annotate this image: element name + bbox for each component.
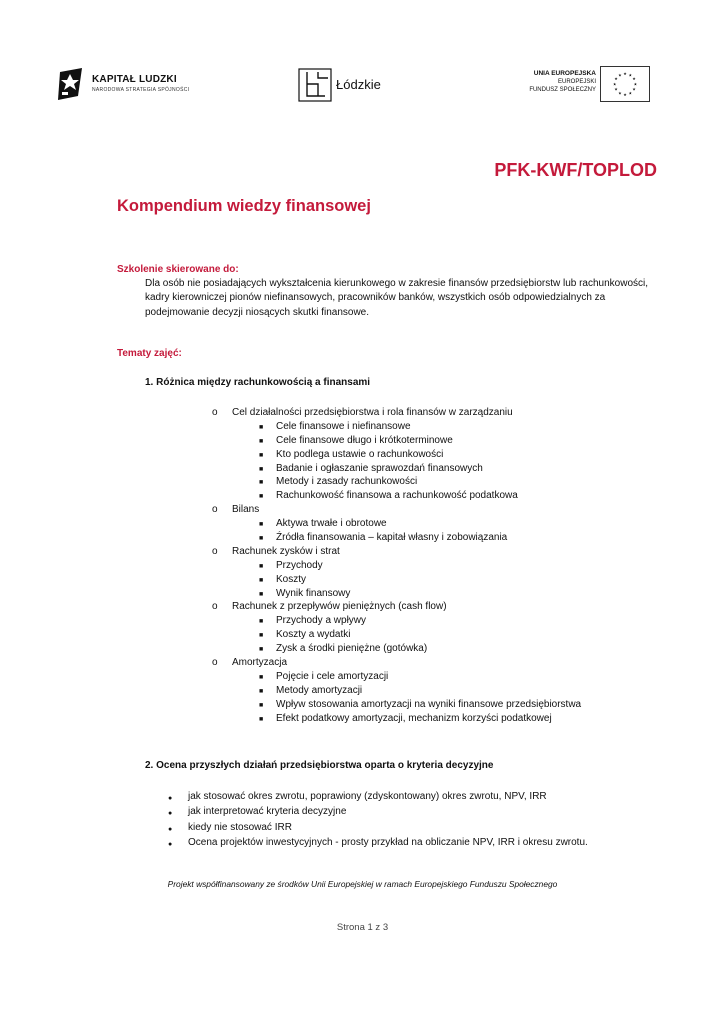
square-bullet-icon: ■ (259, 687, 264, 695)
subtopic-item (212, 642, 672, 656)
document-code: PFK-KWF/TOPLOD (494, 160, 657, 180)
square-bullet-icon: ■ (259, 632, 264, 640)
subtopic-item (212, 684, 672, 698)
subtopic-item (212, 531, 672, 545)
item-text: Ocena projektów inwestycyjnych - prosty przykład na obliczanie NPV, IRR i okresu zwrotu. (188, 836, 588, 848)
dot-bullet-icon: ● (168, 840, 173, 848)
topic-item (212, 600, 672, 614)
svg-text:★: ★ (618, 73, 622, 78)
audience-line: kadry kierowniczej pionów niefinansowych, pracowników banków, wszystkich osób odpowiedzialnych za (145, 292, 606, 304)
subtopic-item (212, 712, 672, 726)
subtopic-item (212, 670, 672, 684)
svg-text:★: ★ (618, 91, 622, 96)
topics-heading: Tematy zajęć: (117, 348, 182, 359)
item-text: Zysk a środki pieniężne (gotówka) (276, 643, 428, 655)
item-text: Efekt podatkowy amortyzacji, mechanizm korzyści podatkowej (276, 712, 552, 724)
item-text: kiedy nie stosować IRR (188, 821, 292, 833)
subtopic-item (212, 462, 672, 476)
lodzkie-name: Łódzkie (336, 77, 381, 92)
item-text: Źródła finansowania – kapitał własny i zobowiązania (276, 532, 508, 544)
topic-item (212, 656, 672, 670)
svg-text:★: ★ (614, 77, 618, 82)
item-text: Aktywa trwałe i obrotowe (276, 518, 387, 530)
item-text: Metody i zasady rachunkowości (276, 476, 418, 488)
eu-line-3: FUNDUSZ SPOŁECZNY (529, 87, 596, 93)
svg-text:★: ★ (628, 73, 632, 78)
svg-text:★: ★ (628, 91, 632, 96)
square-bullet-icon: ■ (259, 423, 264, 431)
item-text: Metody amortyzacji (276, 684, 363, 696)
subtopic-item (212, 517, 672, 531)
item-text: Koszty a wydatki (276, 629, 351, 641)
square-bullet-icon: ■ (259, 521, 264, 529)
item-text: Cele finansowe długo i krótkoterminowe (276, 434, 453, 446)
square-bullet-icon: ■ (259, 465, 264, 473)
item-text: jak interpretować kryteria decyzyjne (188, 806, 347, 818)
item-text: Badanie i ogłaszanie sprawozdań finansowych (276, 462, 483, 474)
circle-bullet-icon: o (212, 657, 218, 669)
subtopic-item (212, 559, 672, 573)
item-text: Przychody (276, 559, 323, 571)
item-text: Bilans (232, 504, 260, 516)
square-bullet-icon: ■ (259, 493, 264, 501)
subtopic-item (212, 587, 672, 601)
square-bullet-icon: ■ (259, 479, 264, 487)
document-title: Kompendium wiedzy finansowej (117, 197, 371, 215)
kapital-ludzki-logo (56, 66, 216, 104)
item-text: Pojęcie i cele amortyzacji (276, 670, 389, 682)
section-1-list (212, 406, 672, 725)
eu-logo (510, 66, 650, 104)
subtopic-item (212, 628, 672, 642)
subtopic-item (212, 475, 672, 489)
eu-text (529, 70, 596, 94)
kapital-ludzki-emblem-icon (56, 66, 86, 102)
section-1-title: 1. Różnica między rachunkowością a finansami (145, 377, 371, 388)
svg-text:★: ★ (633, 82, 638, 87)
item-text: Cel działalności przedsiębiorstwa i rola finansów w zarządzaniu (232, 407, 513, 418)
dot-bullet-icon: ● (168, 810, 173, 818)
square-bullet-icon: ■ (259, 576, 264, 584)
item-text: Wynik finansowy (276, 587, 351, 599)
subtopic-item (212, 698, 672, 712)
dot-bullet-icon: ● (168, 825, 173, 833)
circle-bullet-icon: o (212, 504, 218, 516)
item-text: Amortyzacja (232, 657, 288, 669)
page-number: Strona 1 z 3 (336, 922, 389, 933)
square-bullet-icon: ■ (259, 437, 264, 445)
square-bullet-icon: ■ (259, 618, 264, 626)
footer-cofinancing-note: Projekt współfinansowany ze środków Unii Europejskiej w ramach Europejskiego Funduszu Społecznego (167, 879, 558, 889)
kapital-ludzki-subtitle: NARODOWA STRATEGIA SPÓJNOŚCI (92, 87, 190, 93)
item-text: Rachunek z przepływów pieniężnych (cash flow) (232, 601, 447, 613)
circle-bullet-icon: o (212, 601, 218, 613)
topic-item (212, 406, 672, 420)
svg-text:★: ★ (612, 82, 617, 87)
square-bullet-icon: ■ (259, 590, 264, 598)
item-text: Wpływ stosowania amortyzacji na wyniki finansowe przedsiębiorstwa (276, 698, 582, 710)
item-text: jak stosować okres zwrotu, poprawiony (zdyskontowany) okres zwrotu, NPV, IRR (188, 791, 547, 802)
item-text: Rachunek zysków i strat (232, 545, 340, 557)
item-text: Koszty (276, 573, 307, 585)
topic-item (212, 545, 672, 559)
svg-text:★: ★ (632, 87, 636, 92)
square-bullet-icon: ■ (259, 715, 264, 723)
topic-item (212, 503, 672, 517)
svg-text:★: ★ (623, 92, 627, 97)
audience-line: podejmowanie decyzji niosących skutki finansowe. (145, 306, 370, 318)
item-text: Kto podlega ustawie o rachunkowości (276, 448, 444, 460)
svg-text:★: ★ (614, 87, 618, 92)
dot-bullet-icon: ● (168, 795, 173, 802)
square-bullet-icon: ■ (259, 562, 264, 570)
subtopic-item (212, 614, 672, 628)
item-text: Cele finansowe i niefinansowe (276, 420, 411, 432)
square-bullet-icon: ■ (259, 535, 264, 543)
svg-text:★: ★ (632, 77, 636, 82)
item-text: Rachunkowość finansowa a rachunkowość podatkowa (276, 490, 518, 502)
kapital-ludzki-title: KAPITAŁ LUDZKI (92, 74, 177, 85)
subtopic-item (212, 489, 672, 503)
square-bullet-icon: ■ (259, 673, 264, 681)
square-bullet-icon: ■ (259, 451, 264, 459)
subtopic-item (212, 448, 672, 462)
circle-bullet-icon: o (212, 407, 218, 418)
svg-text:★: ★ (623, 72, 627, 77)
subtopic-item (212, 420, 672, 434)
audience-paragraph (145, 277, 665, 320)
circle-bullet-icon: o (212, 545, 218, 557)
eu-line-2: EUROPEJSKI (557, 79, 596, 85)
eu-line-1: UNIA EUROPEJSKA (533, 70, 596, 77)
square-bullet-icon: ■ (259, 701, 264, 709)
audience-line: Dla osób nie posiadających wykształcenia kierunkowego w zakresie finansów przedsiębiorstw lub rachunkowości, (145, 278, 649, 289)
eu-flag-icon (600, 66, 650, 102)
square-bullet-icon: ■ (259, 646, 264, 654)
item-text: Przychody a wpływy (276, 615, 367, 627)
lodzkie-logo (298, 68, 398, 104)
audience-heading: Szkolenie skierowane do: (117, 264, 239, 275)
section-2-title: 2. Ocena przyszłych działań przedsiębiorstwa oparta o kryteria decyzyjne (145, 760, 494, 771)
lodzkie-emblem-icon (298, 68, 332, 102)
subtopic-item (212, 573, 672, 587)
subtopic-item (212, 434, 672, 448)
